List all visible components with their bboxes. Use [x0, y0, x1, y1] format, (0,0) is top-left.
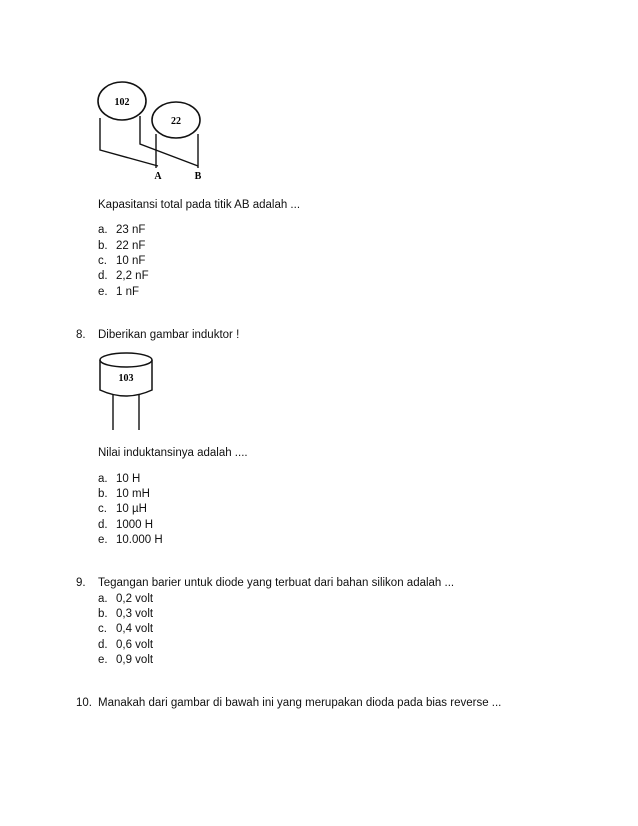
q9-number: 9.	[76, 577, 86, 589]
q8-question: Diberikan gambar induktor !	[98, 329, 240, 341]
q8-option: b. 10 mH	[98, 488, 150, 500]
inductor-code: 103	[118, 373, 134, 384]
capacitor-2-code: 22	[171, 116, 181, 127]
q9-option: d. 0,6 volt	[98, 639, 154, 651]
q8-sub-question: Nilai induktansinya adalah ....	[98, 447, 248, 459]
q7-option: e. 1 nF	[98, 286, 140, 298]
inductor-figure	[97, 350, 157, 430]
q9-option: c. 0,4 volt	[98, 623, 154, 635]
q8-option: e. 10.000 H	[98, 534, 163, 546]
q10-number: 10.	[76, 697, 92, 709]
q8-option: a. 10 H	[98, 473, 141, 485]
capacitor-figure	[90, 80, 220, 180]
q9-option: a. 0,2 volt	[98, 593, 154, 605]
capacitor-1-code: 102	[114, 97, 130, 108]
q9-question: Tegangan barier untuk diode yang terbuat dari bahan silikon adalah ...	[98, 577, 455, 589]
q8-option: c. 10 µH	[98, 503, 147, 515]
q7-option: c. 10 nF	[98, 255, 146, 267]
q8-number: 8.	[76, 329, 86, 341]
q10-question: Manakah dari gambar di bawah ini yang merupakan dioda pada bias reverse ...	[98, 697, 502, 709]
q7-option: d. 2,2 nF	[98, 270, 149, 282]
q8-option: d. 1000 H	[98, 519, 154, 531]
q9-option: b. 0,3 volt	[98, 608, 154, 620]
terminal-a-label: A	[154, 171, 162, 180]
q9-option: e. 0,9 volt	[98, 654, 154, 666]
q7-option: b. 22 nF	[98, 240, 146, 252]
q7-question: Kapasitansi total pada titik AB adalah ...	[98, 199, 301, 211]
inductor-top	[100, 353, 152, 367]
terminal-b-label: B	[194, 171, 202, 180]
q7-option: a. 23 nF	[98, 224, 146, 236]
